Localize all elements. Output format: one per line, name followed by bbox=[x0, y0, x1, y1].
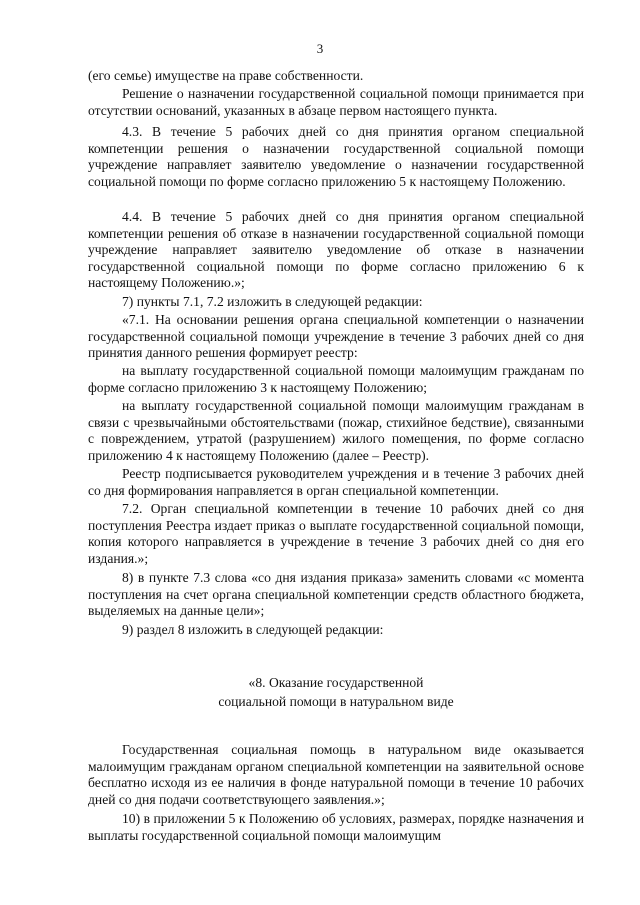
section-title-line-2: социальной помощи в натуральном виде bbox=[218, 694, 454, 709]
paragraph-4-3: 4.3. В течение 5 рабочих дней со дня принятия органом специальной компетенции решения о назначении государственной социальной помощи учреждение направляет заявителю уведомление о назначении государственной социальной помощи по форме согласно приложению 5 к настоящему Положению. bbox=[88, 124, 584, 189]
section-title bbox=[88, 673, 584, 711]
paragraph-item-8: 8) в пункте 7.3 слова «со дня издания приказа» заменить словами «с момента поступления на счет органа специальной компетенции средств областного бюджета, выделяемых на данные цели»; bbox=[88, 570, 584, 619]
page-number: 3 bbox=[316, 41, 324, 56]
paragraph-decision-assign: Решение о назначении государственной социальной помощи принимается при отсутствии оснований, указанных в абзаце первом настоящего пункта. bbox=[88, 86, 584, 118]
paragraph-family-property: (его семье) имуществе на праве собственности. bbox=[88, 68, 364, 83]
paragraph-item-7: 7) пункты 7.1, 7.2 изложить в следующей редакции: bbox=[122, 294, 423, 309]
paragraph-item-10: 10) в приложении 5 к Положению об условиях, размерах, порядке назначения и выплаты государственной социальной помощи малоимущим bbox=[88, 811, 584, 843]
paragraph-natural-aid: Государственная социальная помощь в натуральном виде оказывается малоимущим гражданам органом специальной компетенции на заявительной основе бесплатно исходя из ее наличия в фонде натуральной помощи в течение 10 рабочих дней со дня подачи соответствующего заявления.»; bbox=[88, 742, 584, 807]
paragraph-4-4: 4.4. В течение 5 рабочих дней со дня принятия органом специальной компетенции решения об отказе в назначении государственной социальной помощи учреждение направляет заявителю уведомление об отказе в назначении государственной социальной помощи по форме согласно приложению 6 к настоящему Положению.»; bbox=[88, 209, 584, 291]
paragraph-registry-signing: Реестр подписывается руководителем учреждения и в течение 3 рабочих дней со дня формирования направляется в орган специальной компетенции. bbox=[88, 466, 584, 498]
paragraph-registry-low-income: на выплату государственной социальной помощи малоимущим гражданам по форме согласно приложению 3 к настоящему Положению; bbox=[88, 363, 584, 395]
section-title-line-1: «8. Оказание государственной bbox=[248, 675, 424, 690]
paragraph-registry-emergency: на выплату государственной социальной помощи малоимущим гражданам в связи с чрезвычайными обстоятельствами (пожар, стихийное бедствие), связанными с повреждением, утратой (разрушением) жилого помещения, по форме согласно приложению 4 к настоящему Положению (далее – Реестр). bbox=[88, 398, 584, 463]
paragraph-7-1: «7.1. На основании решения органа специальной компетенции о назначении государственной социальной помощи учреждение в течение 3 рабочих дней со дня принятия данного решения формирует реестр: bbox=[88, 312, 584, 361]
paragraph-item-9: 9) раздел 8 изложить в следующей редакции: bbox=[122, 622, 384, 637]
paragraph-7-2: 7.2. Орган специальной компетенции в течение 10 рабочих дней со дня поступления Реестра издает приказ о выплате государственной социальной помощи, копия которого направляется в учреждение в течение 3 рабочих дней со дня его издания.»; bbox=[88, 501, 584, 566]
